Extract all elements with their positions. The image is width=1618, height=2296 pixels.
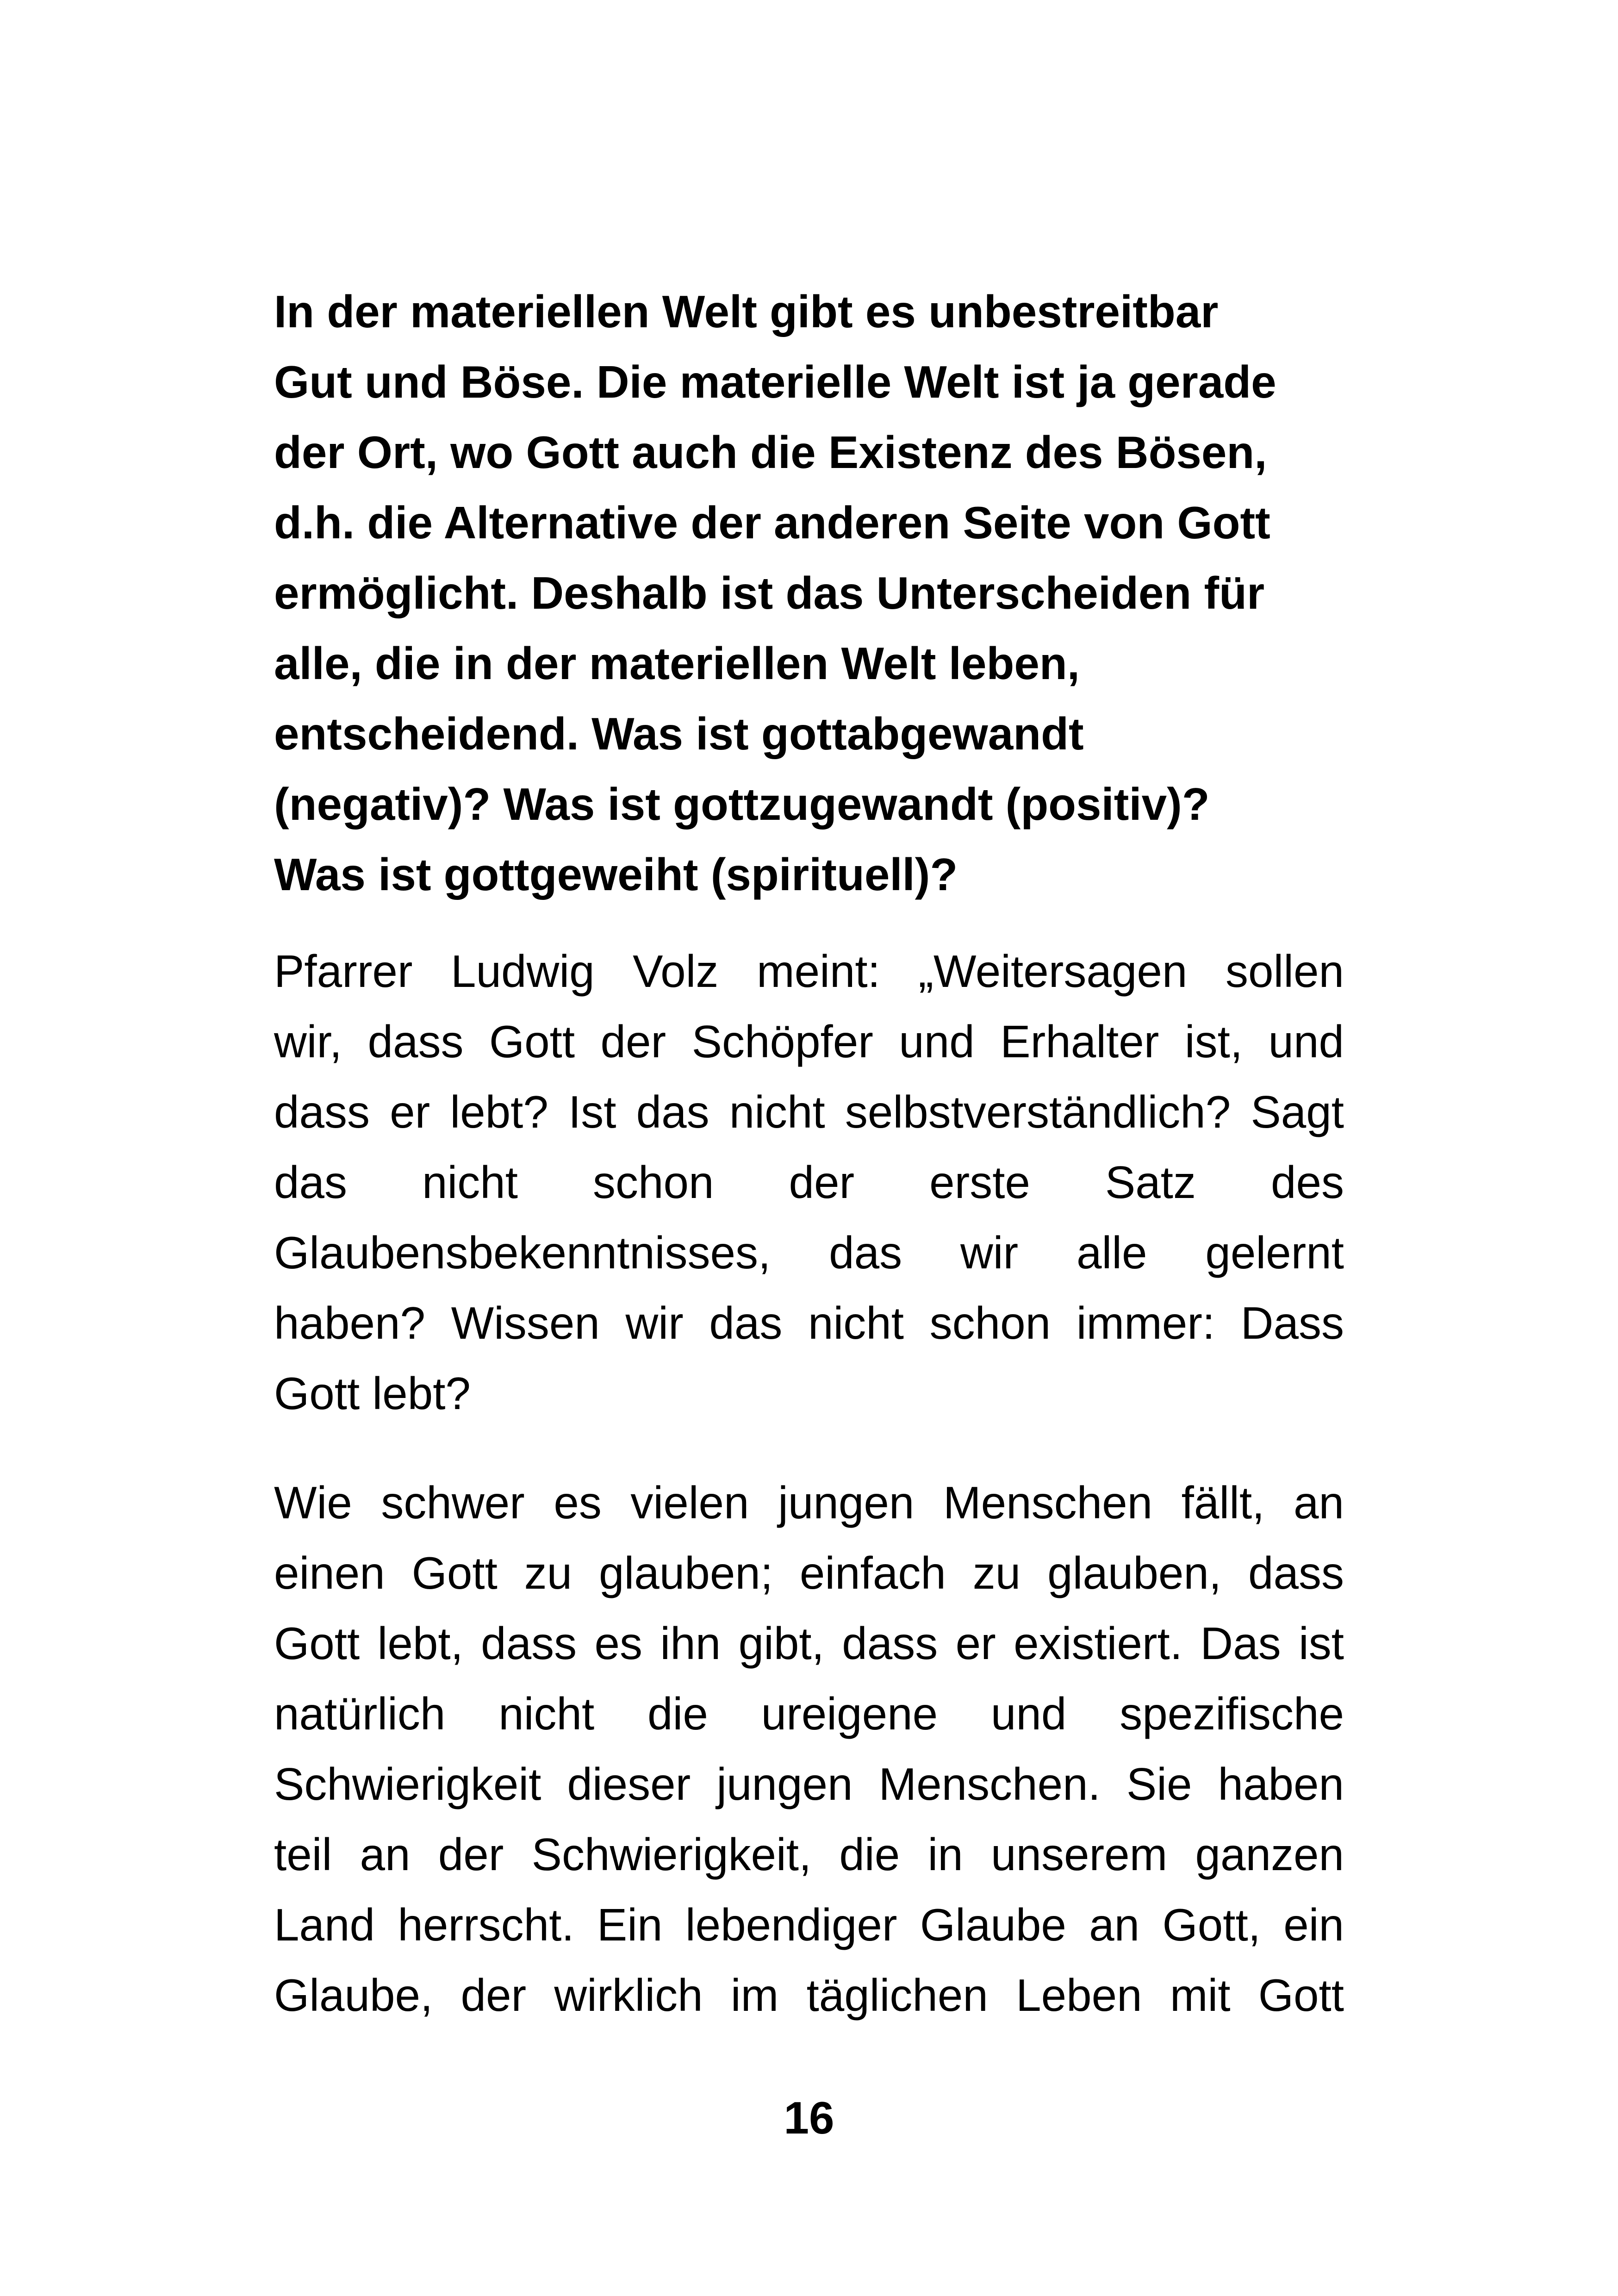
body-paragraph-young-people xyxy=(274,1467,1344,2030)
body-line: das nicht schon der erste Satz des xyxy=(274,1157,1344,1208)
intro-line: der Ort, wo Gott auch die Existenz des Bösen, xyxy=(274,427,1267,478)
intro-line: Gut und Böse. Die materielle Welt ist ja gerade xyxy=(274,356,1276,407)
intro-line: ermöglicht. Deshalb ist das Unterscheiden für xyxy=(274,568,1265,618)
body-line: Schwierigkeit dieser jungen Menschen. Sie haben xyxy=(274,1759,1344,1809)
intro-line: entscheidend. Was ist gottabgewandt xyxy=(274,708,1084,759)
intro-line: d.h. die Alternative der anderen Seite von Gott xyxy=(274,497,1270,548)
body-line: einen Gott zu glauben; einfach zu glauben, dass xyxy=(274,1547,1344,1598)
intro-line: (negativ)? Was ist gottzugewandt (positiv)? xyxy=(274,779,1210,830)
body-line: Gott lebt, dass es ihn gibt, dass er existiert. Das ist xyxy=(274,1618,1344,1669)
body-line: Glaubensbekenntnisses, das wir alle gelernt xyxy=(274,1227,1344,1278)
page-number: 16 xyxy=(784,2092,834,2143)
body-line: haben? Wissen wir das nicht schon immer: Dass xyxy=(274,1298,1344,1348)
body-line: dass er lebt? Ist das nicht selbstverständlich? Sagt xyxy=(274,1086,1344,1137)
intro-line: In der materiellen Welt gibt es unbestreitbar xyxy=(274,286,1219,337)
body-line: wir, dass Gott der Schöpfer und Erhalter ist, und xyxy=(274,1016,1344,1067)
quote-paragraph-volz xyxy=(274,936,1344,1429)
body-line: Land herrscht. Ein lebendiger Glaube an Gott, ein xyxy=(274,1899,1344,1950)
body-line: Gott lebt? xyxy=(274,1368,471,1419)
body-line: Wie schwer es vielen jungen Menschen fällt, an xyxy=(274,1477,1344,1528)
body-line: teil an der Schwierigkeit, die in unserem ganzen xyxy=(274,1829,1344,1880)
body-line: natürlich nicht die ureigene und spezifische xyxy=(274,1688,1344,1739)
body-line: Pfarrer Ludwig Volz meint: „Weitersagen sollen xyxy=(274,946,1344,997)
intro-line: alle, die in der materiellen Welt leben, xyxy=(274,638,1080,689)
intro-paragraph xyxy=(274,276,1344,910)
intro-line: Was ist gottgeweiht (spirituell)? xyxy=(274,849,958,900)
body-line: Glaube, der wirklich im täglichen Leben mit Gott xyxy=(274,1970,1344,2021)
